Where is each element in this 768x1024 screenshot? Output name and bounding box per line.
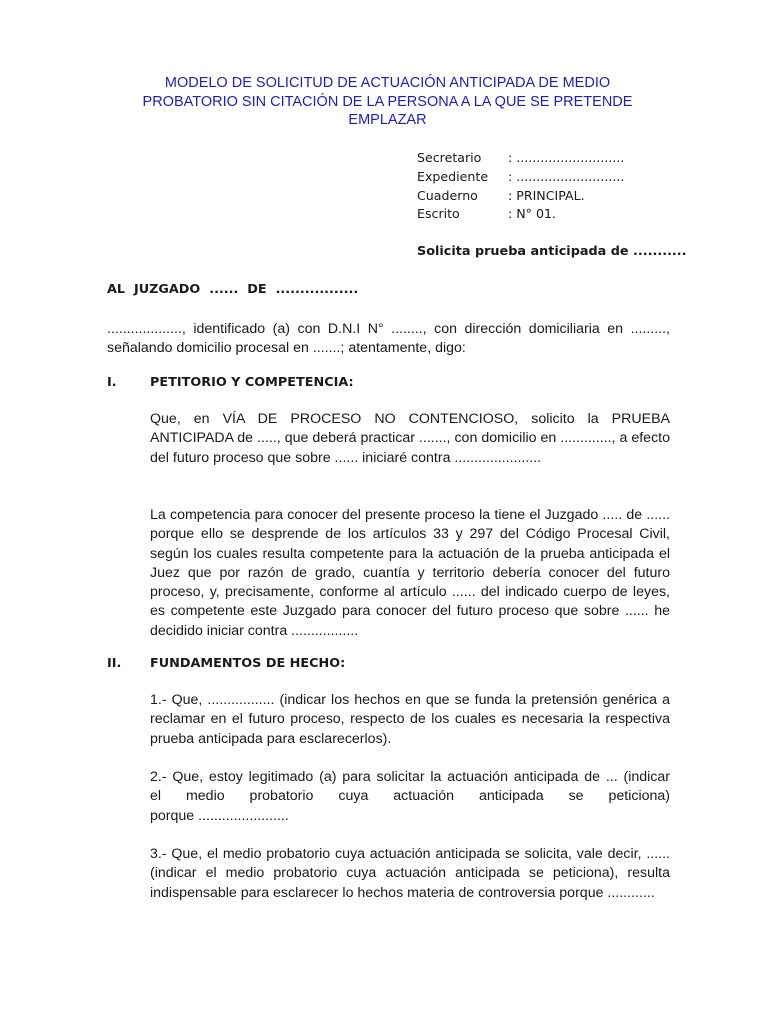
meta-key: Secretario <box>417 150 482 165</box>
section-number: I. <box>107 375 117 390</box>
meta-value: : N° 01. <box>508 206 556 222</box>
hecho-paragraph-2 <box>150 768 670 826</box>
case-metadata <box>417 149 624 224</box>
section-title: FUNDAMENTOS DE HECHO: <box>150 656 346 671</box>
hecho-paragraph-1: 1.- Que, ................. (indicar los hechos en que se funda la pretensión genérica a reclamar en el futuro proceso, respecto de los cuales es necesaria la respectiva prueba anticipada para esclarecerlos). <box>150 692 670 747</box>
meta-row-secretario <box>417 149 624 168</box>
hecho-2-line-1: 2.- Que, estoy legitimado (a) para solicitar la actuación anticipada de ... (indicar <box>150 769 670 785</box>
intro-paragraph: ..................., identificado (a) con D.N.I N° ........, con dirección domiciliaria en ........., señalando domicilio procesal en .......; atentamente, digo: <box>107 321 670 357</box>
title-line-1: MODELO DE SOLICITUD DE ACTUACIÓN ANTICIPADA DE MEDIO <box>164 75 611 91</box>
sumilla: Solicita prueba anticipada de ........... <box>417 244 687 259</box>
document-title <box>110 74 665 130</box>
section-title: PETITORIO Y COMPETENCIA: <box>150 375 354 390</box>
meta-row-cuaderno <box>417 187 624 206</box>
section-heading-1 <box>107 375 354 390</box>
competencia-paragraph: La competencia para conocer del presente proceso la tiene el Juzgado ..... de ...... porque ello se desprende de los artículos 33 y 297 del Código Procesal Civil, según los cuales resulta competente para la actuación de la prueba anticipada el Juez que por razón de grado, cuantía y territorio debería conocer del futuro proceso, y, precisamente, conforme al artículo ...... del indicado cuerpo de leyes, es competente este Juzgado para conocer del futuro proceso que sobre ...... he decidido iniciar contra ................. <box>150 507 670 639</box>
meta-key: Expediente <box>417 168 489 184</box>
meta-key: Cuaderno <box>417 187 478 203</box>
meta-row-expediente <box>417 168 624 187</box>
meta-value: : ........................... <box>508 150 625 165</box>
meta-key: Escrito <box>417 206 460 222</box>
section-heading-2 <box>107 656 345 671</box>
section-number: II. <box>107 656 122 671</box>
meta-value: : ........................... <box>508 168 625 184</box>
hecho-2-line-2: el medio probatorio cuya actuación anticipada se peticiona) <box>150 788 670 805</box>
petitorio-paragraph: Que, en VÍA DE PROCESO NO CONTENCIOSO, solicito la PRUEBA ANTICIPADA de ....., que deberá practicar ......., con domicilio en ............., a efecto del futuro proceso que sobre ...... iniciaré contra ...................... <box>150 411 670 466</box>
addressee: AL JUZGADO ...... DE ................. <box>107 282 359 297</box>
meta-row-escrito <box>417 205 624 224</box>
title-line-3: EMPLAZAR <box>348 112 427 129</box>
title-line-2: PROBATORIO SIN CITACIÓN DE LA PERSONA A LA QUE SE PRETENDE <box>142 93 633 110</box>
hecho-2-line-3: porque ....................... <box>150 807 289 824</box>
hecho-paragraph-3: 3.- Que, el medio probatorio cuya actuación anticipada se solicita, vale decir, ...... (indicar el medio probatorio cuya actuación anticipada se peticiona), resulta indispensable para esclarecer lo hechos materia de controversia porque ............ <box>150 846 670 901</box>
meta-value: : PRINCIPAL. <box>508 187 585 203</box>
